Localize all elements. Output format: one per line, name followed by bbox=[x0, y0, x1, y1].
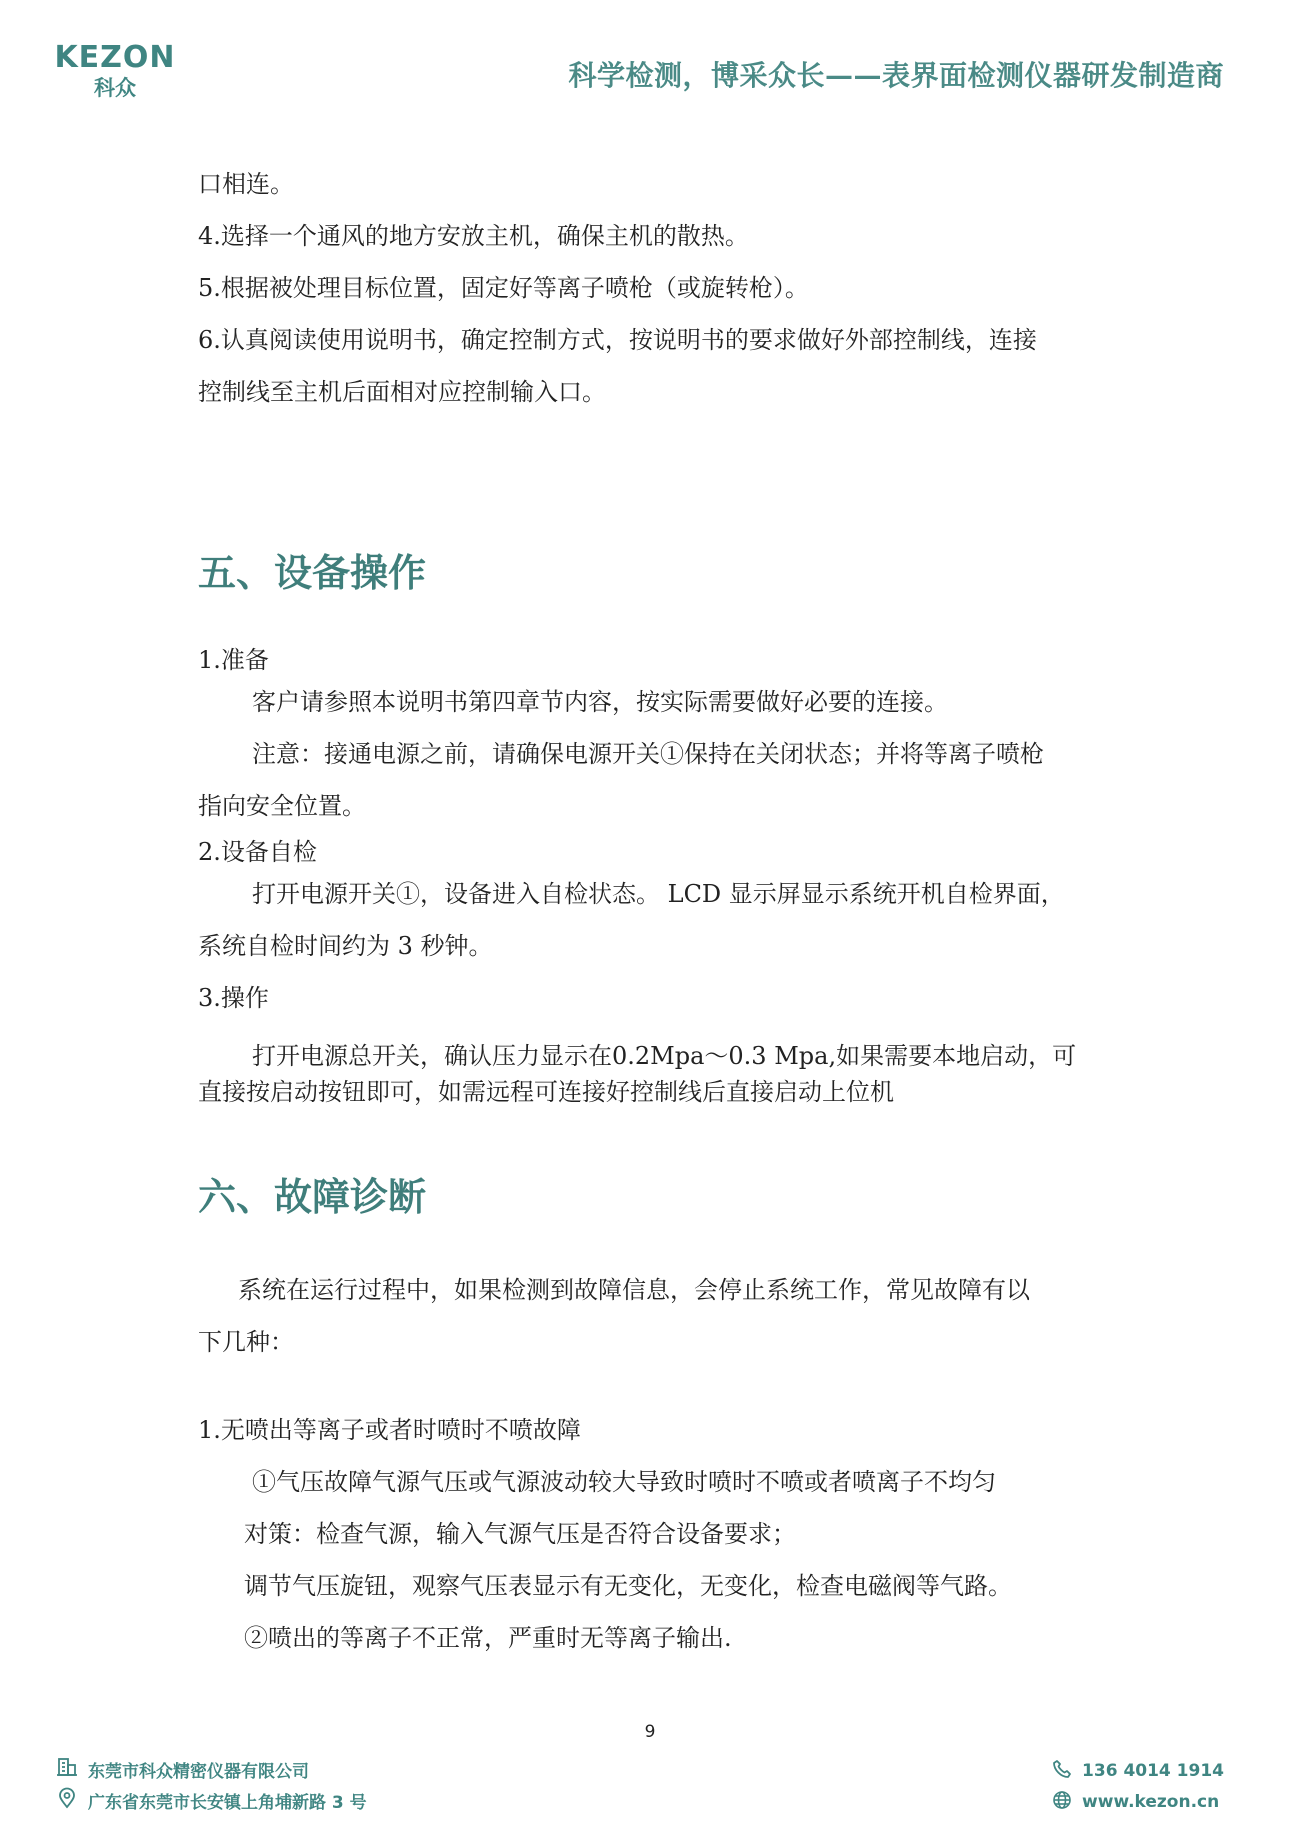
paragraph-line: 下几种： bbox=[198, 1328, 294, 1356]
list-item: 6.认真阅读使用说明书，确定控制方式，按说明书的要求做好外部控制线，连接 bbox=[198, 326, 1037, 354]
subsection-heading: 1.无喷出等离子或者时喷时不喷故障 bbox=[198, 1416, 581, 1444]
paragraph-line: 系统在运行过程中，如果检测到故障信息，会停止系统工作，常见故障有以 bbox=[238, 1276, 1030, 1304]
subsection-heading: 2.设备自检 bbox=[198, 838, 317, 866]
paragraph-line: 指向安全位置。 bbox=[198, 792, 366, 820]
footer-phone-number[interactable]: 136 4014 1914 bbox=[1082, 1761, 1224, 1781]
paragraph-line: 调节气压旋钮，观察气压表显示有无变化，无变化，检查电磁阀等气路。 bbox=[244, 1572, 1012, 1600]
paragraph-line: 对策：检查气源，输入气源气压是否符合设备要求； bbox=[244, 1520, 796, 1548]
phone-icon bbox=[1052, 1759, 1082, 1784]
logo-chinese-name: 科众 bbox=[94, 76, 136, 100]
paragraph-line: 打开电源总开关，确认压力显示在0.2Mpa～0.3 Mpa,如果需要本地启动，可 bbox=[252, 1042, 1077, 1070]
company-logo bbox=[50, 40, 180, 100]
subsection-heading: 3.操作 bbox=[198, 984, 269, 1012]
section-title-troubleshooting: 六、故障诊断 bbox=[198, 1175, 427, 1219]
header-slogan: 科学检测，博采众长——表界面检测仪器研发制造商 bbox=[568, 59, 1224, 92]
list-item: 5.根据被处理目标位置，固定好等离子喷枪（或旋转枪）。 bbox=[198, 274, 809, 302]
location-pin-icon bbox=[56, 1787, 88, 1814]
paragraph-line: 打开电源开关①，设备进入自检状态。 LCD 显示屏显示系统开机自检界面， bbox=[252, 880, 1065, 908]
footer-website-link[interactable]: www.kezon.cn bbox=[1082, 1792, 1220, 1812]
paragraph-line: 注意：接通电源之前，请确保电源开关①保持在关闭状态；并将等离子喷枪 bbox=[252, 740, 1044, 768]
paragraph-line: 系统自检时间约为 3 秒钟。 bbox=[198, 932, 493, 960]
list-item: 4.选择一个通风的地方安放主机，确保主机的散热。 bbox=[198, 222, 749, 250]
footer-company bbox=[56, 1755, 367, 1783]
footer-company-name: 东莞市科众精密仪器有限公司 bbox=[88, 1761, 309, 1782]
subsection-heading: 1.准备 bbox=[198, 646, 269, 674]
paragraph-line: 口相连。 bbox=[198, 170, 294, 198]
list-item: ①气压故障气源气压或气源波动较大导致时喷时不喷或者喷离子不均匀 bbox=[252, 1468, 996, 1496]
building-icon bbox=[56, 1756, 88, 1783]
page-number: 9 bbox=[644, 1722, 656, 1742]
globe-icon bbox=[1052, 1790, 1082, 1815]
list-item: ②喷出的等离子不正常，严重时无等离子输出. bbox=[244, 1624, 732, 1652]
footer-contact-right bbox=[1052, 1757, 1224, 1819]
footer-phone bbox=[1052, 1757, 1224, 1785]
paragraph-line: 直接按启动按钮即可，如需远程可连接好控制线后直接启动上位机 bbox=[198, 1078, 894, 1106]
logo-wordmark: KEZON bbox=[54, 40, 176, 75]
paragraph-line: 客户请参照本说明书第四章节内容，按实际需要做好必要的连接。 bbox=[252, 688, 948, 716]
footer-website bbox=[1052, 1788, 1224, 1816]
section-title-operation: 五、设备操作 bbox=[198, 551, 427, 595]
paragraph-line: 控制线至主机后面相对应控制输入口。 bbox=[198, 378, 606, 406]
footer-contact-left bbox=[56, 1755, 367, 1817]
footer-address-text: 广东省东莞市长安镇上角埔新路 3 号 bbox=[88, 1792, 367, 1813]
footer-address bbox=[56, 1786, 367, 1814]
